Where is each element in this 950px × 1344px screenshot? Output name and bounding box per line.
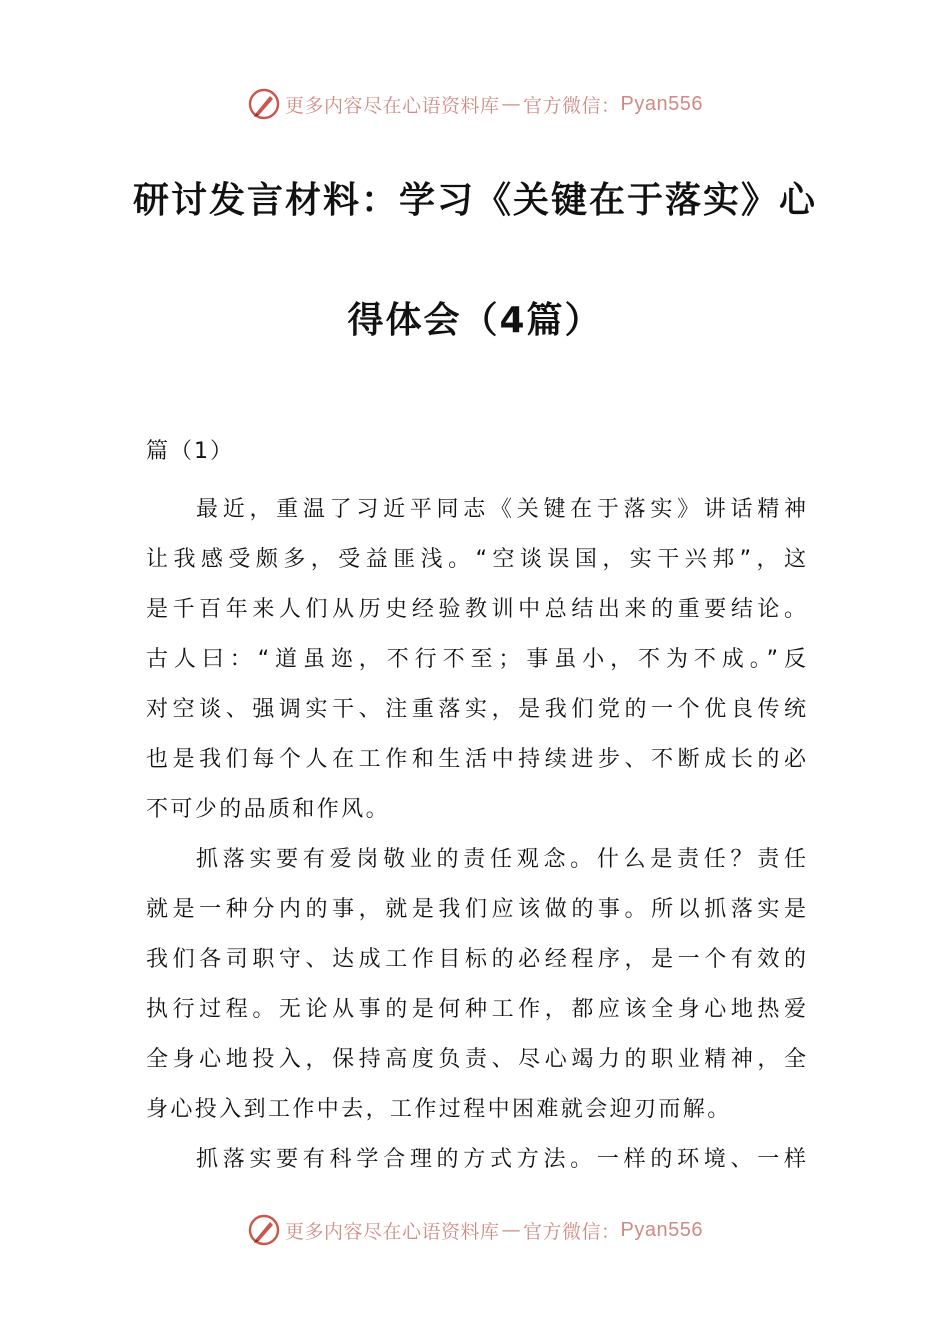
body-line: 不可少的品质和作风。 xyxy=(146,797,391,822)
body-line: 也是我们每个人在工作和生活中持续进步、不断成长的必 xyxy=(146,747,806,772)
body-line: 最近，重温了习近平同志《关键在于落实》讲话精神 xyxy=(196,497,806,522)
body-text xyxy=(146,485,806,1185)
body-line: 就是一种分内的事，就是我们应该做的事。所以抓落实是 xyxy=(146,897,806,922)
body-line: 抓落实要有科学合理的方式方法。一样的环境、一样 xyxy=(196,1147,806,1172)
document-title-line-2: 得体会（4篇） xyxy=(347,300,603,341)
banner-text: 更多内容尽在心语资料库 xyxy=(285,1220,500,1243)
body-line: 全身心地投入，保持高度负责、尽心竭力的职业精神，全 xyxy=(146,1047,806,1072)
body-line: 对空谈、强调实干、注重落实，是我们党的一个优良传统 xyxy=(146,697,806,722)
banner-wechat-id: Pyan556 xyxy=(620,1218,703,1241)
banner-dash: — xyxy=(501,93,522,115)
banner-dash: — xyxy=(501,1219,522,1241)
document-title-line-1: 研讨发言材料：学习《关键在于落实》心 xyxy=(132,180,817,221)
banner-wechat-label: 官方微信： xyxy=(523,1220,621,1243)
footer-banner xyxy=(0,1210,950,1250)
body-line: 古人曰：“道虽迩，不行不至；事虽小，不为不成。”反 xyxy=(146,647,806,672)
banner-text: 更多内容尽在心语资料库 xyxy=(285,94,500,117)
body-line: 让我感受颇多，受益匪浅。“空谈误国，实干兴邦”，这 xyxy=(146,547,806,572)
banner-wechat-id: Pyan556 xyxy=(620,92,703,115)
section-heading: 篇（1） xyxy=(146,439,234,464)
body-line: 执行过程。无论从事的是何种工作，都应该全身心地热爱 xyxy=(146,997,806,1022)
body-line: 身心投入到工作中去，工作过程中困难就会迎刃而解。 xyxy=(146,1097,732,1122)
body-line: 抓落实要有爱岗敬业的责任观念。什么是责任？责任 xyxy=(196,847,806,872)
pen-logo-icon xyxy=(247,1213,281,1247)
header-banner xyxy=(0,84,950,124)
body-line: 是千百年来人们从历史经验教训中总结出来的重要结论。 xyxy=(146,597,806,622)
pen-logo-icon xyxy=(247,87,281,121)
banner-wechat-label: 官方微信： xyxy=(523,94,621,117)
body-line: 我们各司职守、达成工作目标的必经程序，是一个有效的 xyxy=(146,947,806,972)
